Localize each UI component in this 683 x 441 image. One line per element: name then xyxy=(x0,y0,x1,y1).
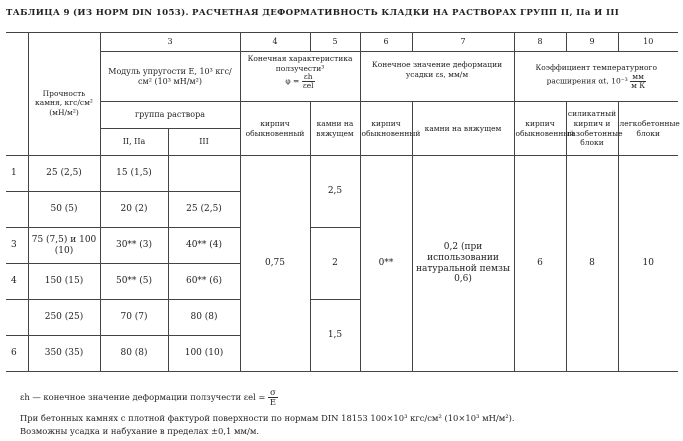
header-creep: Конечная характеристика ползучести³ φ = $\frac{\varepsilon h}{\text{εel}}$ xyxy=(240,52,360,102)
col-number-10: 10 xyxy=(618,33,678,52)
cell-strength: 25 (2,5) xyxy=(28,156,100,192)
header-group-3: III xyxy=(168,129,240,156)
row-number xyxy=(6,300,28,336)
header-strength: Прочность камня, кгс/см² (мН/м²) xyxy=(28,52,100,156)
cell-modulus-group-2: 70 (7) xyxy=(100,300,168,336)
cell-modulus-group-3: 80 (8) xyxy=(168,300,240,336)
cell-strength: 75 (7,5) и 100 (10) xyxy=(28,228,100,264)
row-number xyxy=(6,192,28,228)
header-group-2: II, IIа xyxy=(100,129,168,156)
cell-strength: 50 (5) xyxy=(28,192,100,228)
table-title-label: ТАБЛИЦА 9 xyxy=(6,8,70,18)
cell-modulus-group-3: 40** (4) xyxy=(168,228,240,264)
cell-creep-stone-1: 2,5 xyxy=(310,156,360,228)
cell-modulus-group-2: 50** (5) xyxy=(100,264,168,300)
col-number-8: 8 xyxy=(514,33,566,52)
cell-creep-stone-2: 2 xyxy=(310,228,360,300)
table-title-text: РАСЧЕТНАЯ ДЕФОРМАТИВНОСТЬ КЛАДКИ НА РАСТВОРАХ ГРУПП II, IIа И III xyxy=(191,8,620,18)
creep-formula: $\frac{\varepsilon h}{\text{εel}}$ xyxy=(302,72,314,91)
cell-modulus-group-2: 20 (2) xyxy=(100,192,168,228)
cell-modulus-group-2: 15 (1,5) xyxy=(100,156,168,192)
cell-modulus-group-3 xyxy=(168,156,240,192)
col-number-4: 4 xyxy=(240,33,310,52)
cell-strength: 250 (25) xyxy=(28,300,100,336)
header-mortar-group: группа раствора xyxy=(100,102,240,129)
header-temp-light: легкобетонные блоки xyxy=(618,102,678,156)
cell-temp-light: 10 xyxy=(618,156,678,372)
cell-modulus-group-2: 30** (3) xyxy=(100,228,168,264)
deformability-table xyxy=(6,32,678,372)
header-shrinkage: Конечное значение деформации усадки εs, мм/м xyxy=(360,52,514,102)
header-shrink-stones: камни на вяжущем xyxy=(412,102,514,156)
col-number-5: 5 xyxy=(310,33,360,52)
header-temp-brick: кирпич обыкновенный xyxy=(514,102,566,156)
header-temperature: Коэффициент температурного расширения αt, 10⁻³ $\frac{мм}{\text{м К}}$ xyxy=(514,52,678,102)
table-title xyxy=(6,8,678,18)
footnote-creep: εh — конечное значение деформации ползучести εel = $\frac{\sigma}{E}$ xyxy=(20,387,276,407)
cell-modulus-group-3: 25 (2,5) xyxy=(168,192,240,228)
cell-shrink-brick: 0** xyxy=(360,156,412,372)
col-number-9: 9 xyxy=(566,33,618,52)
header-creep-stones: камни на вяжущем xyxy=(310,102,360,156)
row-number: 6 xyxy=(6,336,28,372)
row-number: 3 xyxy=(6,228,28,264)
col-2-header xyxy=(28,33,100,52)
cell-modulus-group-3: 60** (6) xyxy=(168,264,240,300)
cell-strength: 350 (35) xyxy=(28,336,100,372)
footnote-concrete: При бетонных камнях с плотной фактурой поверхности по нормам DIN 18153 100×10³ кгс/см² (10×10³ мН/м²). xyxy=(20,413,515,423)
cell-temp-silicate: 8 xyxy=(566,156,618,372)
header-temp-silicate: силикатный кирпич и газобетонные блоки xyxy=(566,102,618,156)
header-num-blank xyxy=(6,52,28,156)
cell-temp-brick: 6 xyxy=(514,156,566,372)
footnote-fraction: $\frac{\sigma}{E}$ xyxy=(269,387,276,407)
col-number-3: 3 xyxy=(100,33,240,52)
row-number: 1 xyxy=(6,156,28,192)
cell-modulus-group-3: 100 (10) xyxy=(168,336,240,372)
cell-creep-stone-3: 1,5 xyxy=(310,300,360,372)
cell-modulus-group-2: 80 (8) xyxy=(100,336,168,372)
col-1-header xyxy=(6,33,28,52)
col-number-7: 7 xyxy=(412,33,514,52)
header-shrink-brick: кирпич обыкновенный xyxy=(360,102,412,156)
cell-shrink-stone: 0,2 (при использовании натуральной пемзы 0,6) xyxy=(412,156,514,372)
header-modulus: Модуль упругости E, 10³ кгс/см² (10³ мН/м²) xyxy=(100,52,240,102)
header-creep-brick: кирпич обыкновенный xyxy=(240,102,310,156)
row-number: 4 xyxy=(6,264,28,300)
col-number-6: 6 xyxy=(360,33,412,52)
table-title-source: (ИЗ НОРМ DIN 1053). xyxy=(72,8,189,18)
footnote-shrinkage: Возможны усадка и набухание в пределах ±0,1 мм/м. xyxy=(20,426,259,436)
temp-unit: $\frac{мм}{\text{м К}}$ xyxy=(631,71,646,90)
cell-strength: 150 (15) xyxy=(28,264,100,300)
cell-creep-brick: 0,75 xyxy=(240,156,310,372)
